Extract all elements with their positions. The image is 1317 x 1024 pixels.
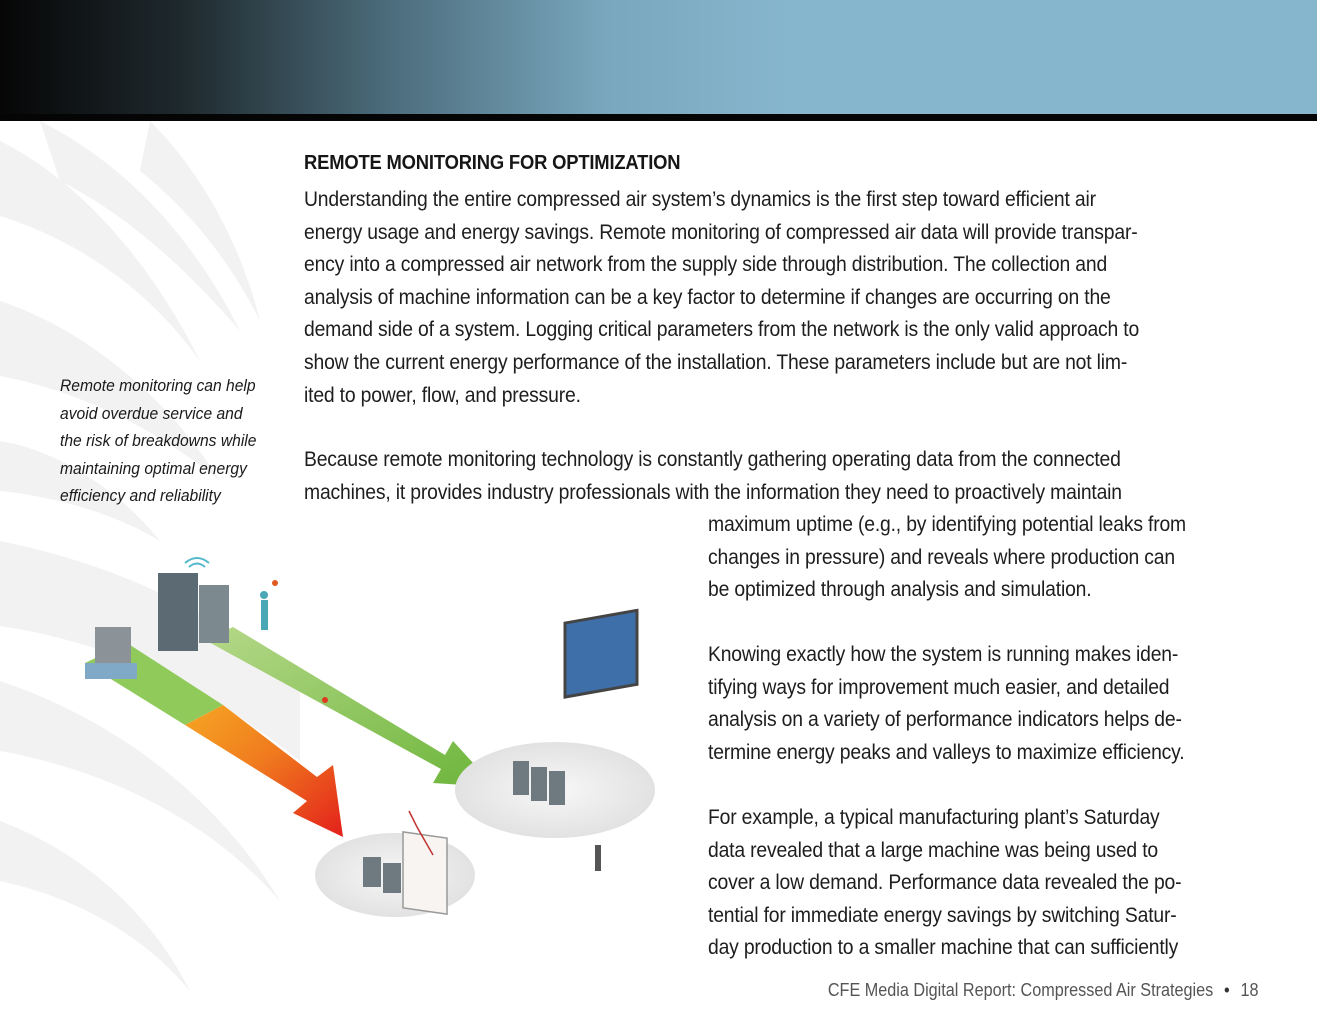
page-number: 18	[1240, 980, 1259, 1000]
footer-separator: •	[1224, 980, 1231, 1000]
flag-icon	[322, 697, 328, 703]
text-line: be optimized through analysis and simulation.	[708, 577, 1092, 602]
text-line: machines, it provides industry professionals with the information they need to proactively maintain	[304, 479, 1122, 504]
caption-line: Remote monitoring can help	[60, 376, 256, 395]
text-line: data revealed that a large machine was being used to	[708, 837, 1158, 862]
sidebar-caption	[60, 372, 281, 510]
paragraph-example	[708, 801, 1181, 964]
text-line: maximum uptime (e.g., by identifying potential leaks from	[708, 512, 1186, 536]
chart-board-icon	[403, 811, 447, 914]
text-line: tifying ways for improvement much easier, and detailed	[708, 674, 1170, 699]
wifi-icon	[185, 558, 209, 567]
text-line: demand side of a system. Logging critical parameters from the network is the only valid approach to	[304, 317, 1140, 342]
section-heading: REMOTE MONITORING FOR OPTIMIZATION	[304, 152, 681, 174]
warning-red-arrow	[185, 705, 343, 837]
text-line: analysis of machine information can be a key factor to determine if changes are occurring on the	[304, 284, 1111, 309]
text-line: day production to a smaller machine that can sufficiently	[708, 935, 1179, 960]
text-line: changes in pressure) and reveals where production can	[708, 544, 1175, 569]
text-line: termine energy peaks and valleys to maximize efficiency.	[708, 739, 1185, 764]
flag-icon	[272, 580, 278, 586]
workstation-icon	[85, 627, 137, 679]
page-footer	[828, 980, 1259, 1001]
remote-monitoring-illustration	[55, 545, 670, 935]
paragraph-remote-monitoring	[304, 183, 1139, 411]
text-line: ency into a compressed air network from the supply side through distribution. The collection and	[304, 252, 1108, 277]
caption-line: efficiency and reliability	[60, 486, 221, 505]
text-line: ited to power, flow, and pressure.	[304, 382, 581, 407]
header-rule	[0, 114, 1317, 121]
caption-line: maintaining optimal energy	[60, 458, 247, 478]
header-banner	[0, 0, 1317, 114]
paragraph-uptime	[708, 508, 1186, 606]
caption-line: the risk of breakdowns while	[60, 431, 257, 450]
caption-line: avoid overdue service and	[60, 403, 243, 423]
text-line: tential for immediate energy savings by switching Satur-	[708, 902, 1177, 927]
text-line: Understanding the entire compressed air system’s dynamics is the first step toward efficient air	[304, 187, 1096, 211]
text-line: energy usage and energy savings. Remote monitoring of compressed air data will provide transpar-	[304, 219, 1138, 244]
text-line: Because remote monitoring technology is constantly gathering operating data from the connected	[304, 447, 1121, 471]
paragraph-knowing	[708, 638, 1184, 768]
paragraph-technology	[304, 443, 1122, 508]
text-line: show the current energy performance of the installation. These parameters include but are not lim-	[304, 349, 1128, 374]
text-line: Knowing exactly how the system is running makes iden-	[708, 642, 1179, 666]
publication-title: CFE Media Digital Report: Compressed Air Strategies	[828, 980, 1214, 1000]
text-line: analysis on a variety of performance indicators helps de-	[708, 707, 1182, 732]
compressor-station-icon	[158, 573, 229, 651]
text-line: For example, a typical manufacturing plant’s Saturday	[708, 805, 1160, 829]
text-line: cover a low demand. Performance data revealed the po-	[708, 870, 1182, 895]
technician-icon	[260, 591, 268, 630]
